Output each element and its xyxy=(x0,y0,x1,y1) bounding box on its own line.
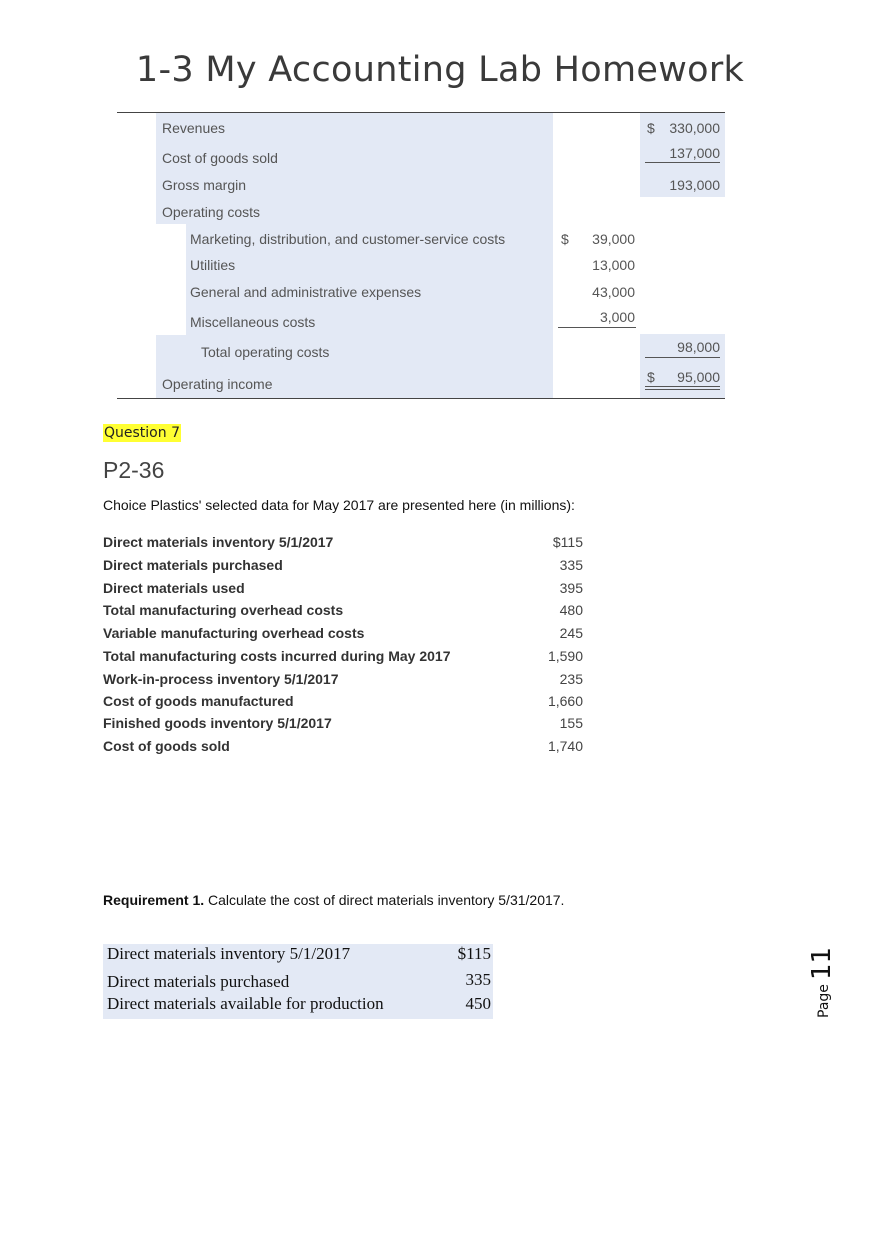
revenues-currency: $ xyxy=(647,120,655,136)
general-value: 43,000 xyxy=(592,284,635,300)
utilities-label: Utilities xyxy=(190,257,236,273)
data-row-value: 235 xyxy=(559,671,583,687)
requirement-text xyxy=(103,892,564,908)
problem-intro: Choice Plastics' selected data for May 2017 are presented here (in millions): xyxy=(103,497,575,513)
operating-income-value: 95,000 xyxy=(677,369,720,385)
data-row-label: Direct materials purchased xyxy=(103,557,283,573)
data-row-value: 395 xyxy=(559,580,583,596)
gross-margin-value: 193,000 xyxy=(669,177,720,193)
data-row xyxy=(103,648,583,670)
answer-row-value: 450 xyxy=(465,994,491,1013)
data-row-label: Finished goods inventory 5/1/2017 xyxy=(103,715,332,731)
data-row xyxy=(103,738,583,760)
data-row-label: Total manufacturing overhead costs xyxy=(103,602,344,618)
total-operating-label: Total operating costs xyxy=(201,344,330,360)
answer-row-value: 335 xyxy=(465,970,491,989)
general-label: General and administrative expenses xyxy=(190,284,422,300)
data-row-value: 335 xyxy=(559,557,583,573)
operating-costs-label: Operating costs xyxy=(162,204,261,220)
answer-row-label: Direct materials purchased xyxy=(107,972,290,991)
data-row-label: Variable manufacturing overhead costs xyxy=(103,625,365,641)
data-row-value: $115 xyxy=(552,534,583,550)
operating-income-label: Operating income xyxy=(162,376,273,392)
answer-row-label: Direct materials inventory 5/1/2017 xyxy=(107,944,351,963)
data-row-label: Cost of goods sold xyxy=(103,738,230,754)
data-row-label: Work-in-process inventory 5/1/2017 xyxy=(103,671,339,687)
requirement-label: Requirement 1. xyxy=(103,892,205,908)
data-row xyxy=(103,671,583,693)
data-row-label: Direct materials inventory 5/1/2017 xyxy=(103,534,334,550)
utilities-value: 13,000 xyxy=(592,257,635,273)
answer-row-value: $115 xyxy=(457,944,491,963)
marketing-value: 39,000 xyxy=(592,231,635,247)
gross-margin-label: Gross margin xyxy=(162,177,247,193)
total-operating-value: 98,000 xyxy=(677,339,720,355)
problem-heading: P2-36 xyxy=(103,457,165,483)
answer-row xyxy=(107,994,491,1018)
data-row-label: Total manufacturing costs incurred during May 2017 xyxy=(103,648,451,664)
data-row xyxy=(103,580,583,602)
revenues-label: Revenues xyxy=(162,120,226,136)
data-row xyxy=(103,602,583,624)
requirement-body: Calculate the cost of direct materials inventory 5/31/2017. xyxy=(204,892,565,908)
marketing-currency: $ xyxy=(561,231,569,247)
answer-table xyxy=(103,944,493,1019)
data-row-value: 155 xyxy=(559,715,583,731)
income-statement xyxy=(117,112,725,399)
page-number-value: 11 xyxy=(807,946,837,980)
data-row xyxy=(103,625,583,647)
data-row xyxy=(103,715,583,737)
data-row-value: 480 xyxy=(559,602,583,618)
data-row xyxy=(103,693,583,715)
misc-label: Miscellaneous costs xyxy=(190,314,316,330)
answer-row xyxy=(107,970,491,994)
data-row-label: Direct materials used xyxy=(103,580,245,596)
data-row-value: 1,590 xyxy=(547,648,583,664)
page-word: Page xyxy=(816,984,832,1018)
data-row-value: 1,660 xyxy=(547,693,583,709)
cogs-label: Cost of goods sold xyxy=(162,150,278,166)
data-row xyxy=(103,534,583,556)
answer-row-label: Direct materials available for production xyxy=(107,994,384,1013)
page-title: 1-3 My Accounting Lab Homework xyxy=(135,50,745,90)
data-row-label: Cost of goods manufactured xyxy=(103,693,294,709)
marketing-label: Marketing, distribution, and customer-service costs xyxy=(190,231,506,247)
data-row xyxy=(103,557,583,579)
page-number xyxy=(780,940,840,1030)
data-row-value: 1,740 xyxy=(547,738,583,754)
operating-income-currency: $ xyxy=(647,369,655,385)
cogs-value: 137,000 xyxy=(669,145,720,161)
answer-row xyxy=(107,944,491,968)
revenues-value: 330,000 xyxy=(669,120,720,136)
misc-value: 3,000 xyxy=(599,309,635,325)
data-row-value: 245 xyxy=(559,625,583,641)
question-label: Question 7 xyxy=(104,425,180,441)
